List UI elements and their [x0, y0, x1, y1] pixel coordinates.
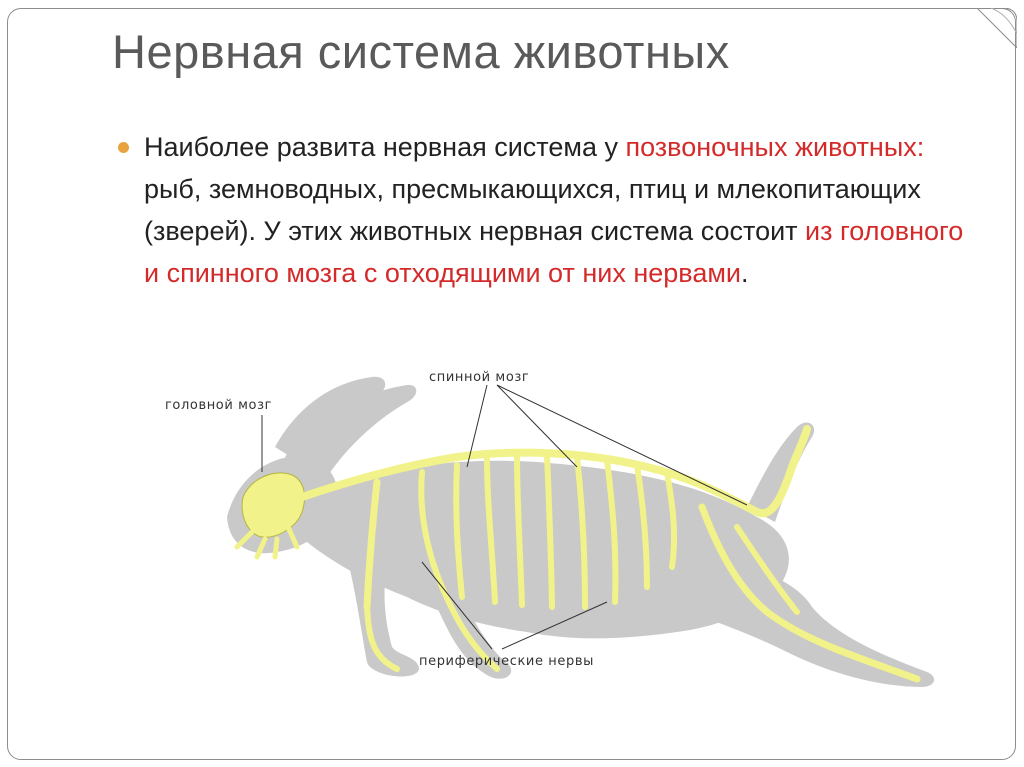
- bullet-text-part: рыб, земноводных, пресмыкающихся, птиц и млекопитающих (зверей). У этих животных нервная система состоит: [144, 174, 921, 246]
- slide-title: Нервная система животных: [112, 25, 730, 78]
- highlight-brain-spinal: из головного и спинного мозга с отходящими от них нервами: [144, 216, 964, 288]
- highlight-vertebrates: позвоночных животных:: [625, 132, 925, 162]
- label-peripheral-nerves: периферические нервы: [419, 654, 594, 669]
- label-brain: головной мозг: [165, 398, 273, 413]
- label-spinal-cord: спинной мозг: [429, 370, 530, 385]
- bullet-paragraph: [118, 126, 968, 294]
- bullet-point-icon: [118, 142, 129, 153]
- bullet-text-end: .: [740, 258, 749, 288]
- bullet-text: [144, 126, 968, 294]
- bullet-text-part: Наиболее развита нервная система у: [144, 132, 626, 162]
- rabbit-nervous-system-diagram: [157, 357, 941, 711]
- corner-fold-decoration: [977, 8, 1017, 48]
